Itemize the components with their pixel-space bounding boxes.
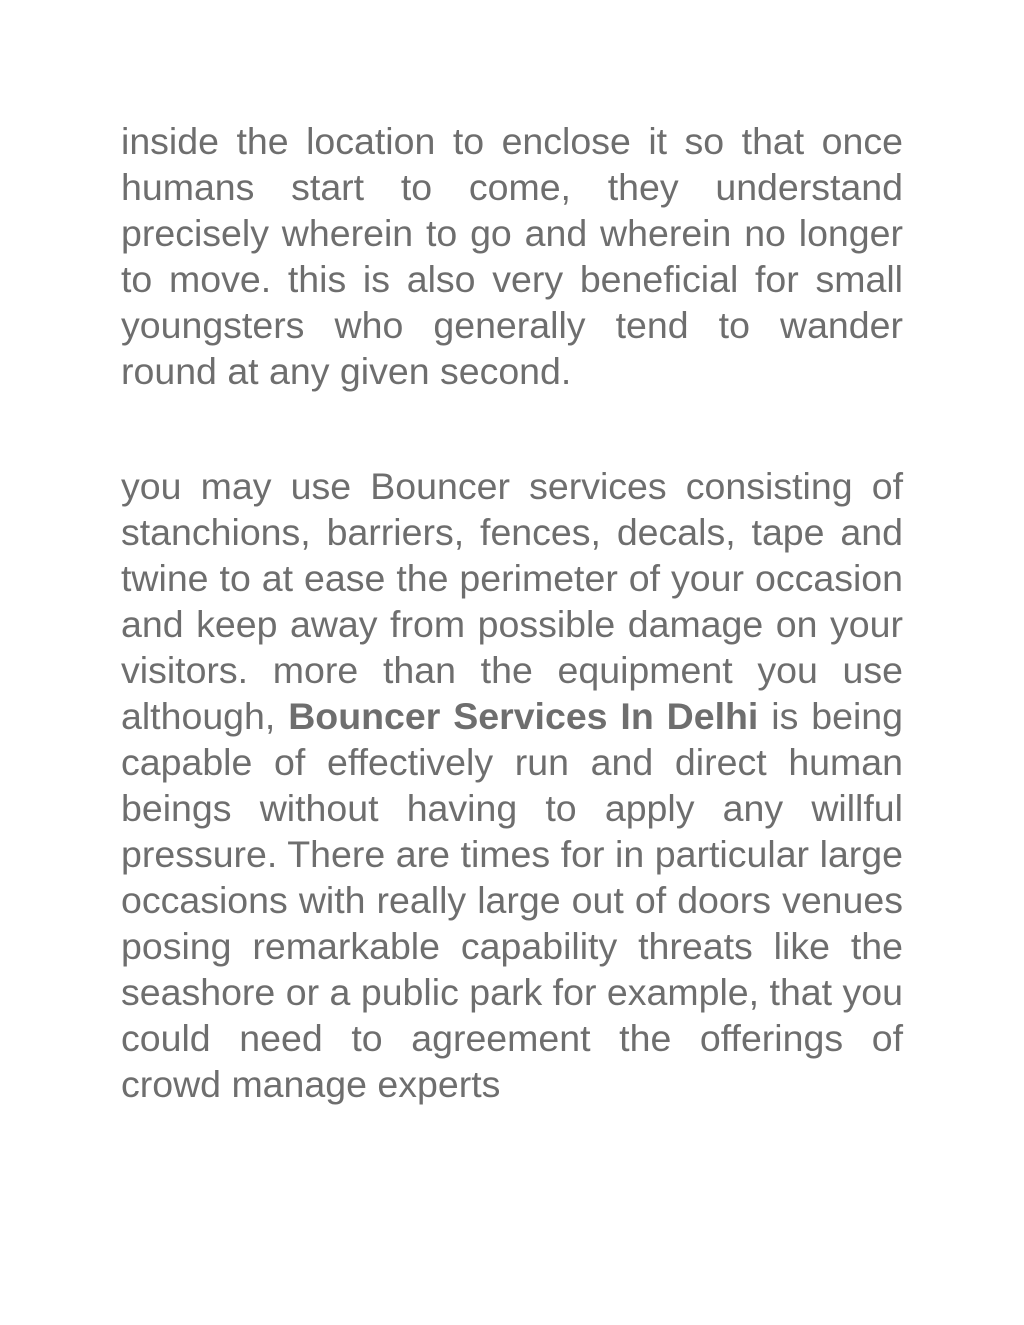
bouncer-services-keyword: Bouncer Services In Delhi <box>288 695 759 737</box>
paragraph-2-text-after: is being capable of effectively run and direct human beings without having to apply any willful pressure. There are times for in particular large occasions with really large out of doors venues posing remarkable capability threats like the seashore or a public park for example, that you could need to agreement the offerings of crowd manage experts <box>121 695 903 1105</box>
paragraph-2-text-before: you may use Bouncer services consisting of stanchions, barriers, fences, decals, tape and twine to at ease the perimeter of your occasion and keep away from possible damage on your visitors. more than the equipment you use although, <box>121 465 903 737</box>
document-page <box>121 118 903 1107</box>
paragraph-2 <box>121 463 903 1107</box>
paragraph-1: inside the location to enclose it so that once humans start to come, they understand precisely wherein to go and wherein no longer to move. this is also very beneficial for small youngsters who generally tend to wander round at any given second. <box>121 120 903 392</box>
